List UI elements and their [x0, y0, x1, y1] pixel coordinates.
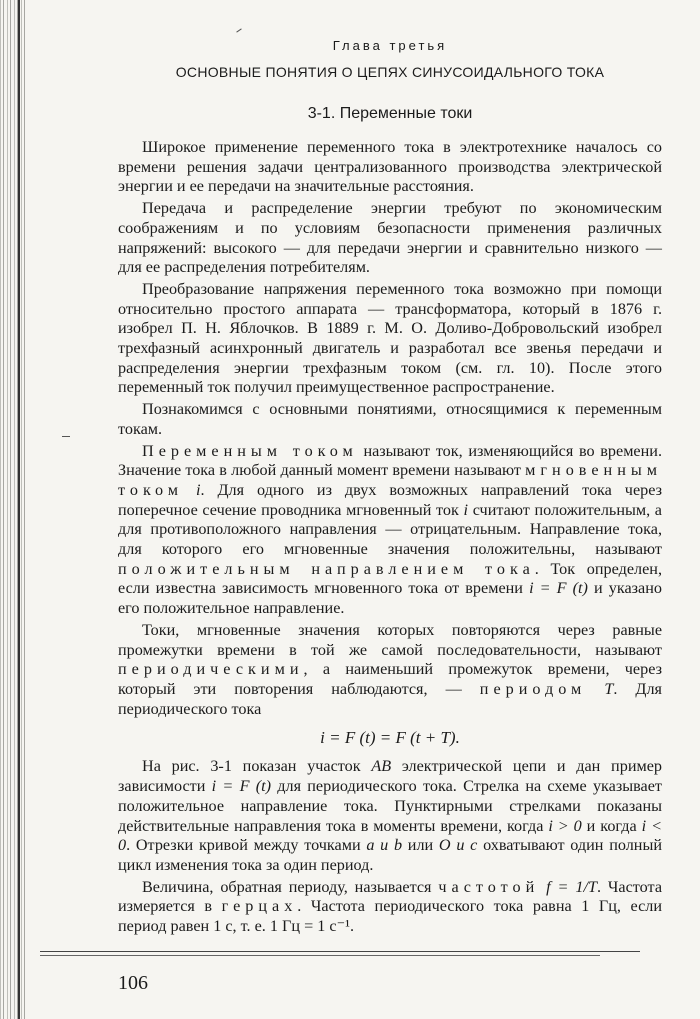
term-alternating-current: Переменным током: [142, 441, 358, 460]
paragraph-4: Познакомимся с основными понятиями, относящимися к переменным токам.: [118, 400, 662, 438]
paragraph-3: Преобразование напряжения переменного тока возможно при помощи относительно простого аппарата — трансформатора, который в 1876 г. изобрел П. Н. Яблочков. В 1889 г. М. О. Доливо-Добровольский изобрел трехфазный асинхронный двигатель и разработал все звенья передачи и распределения энергии трехфазным током (см. гл. 10). После этого переменный ток получил преимущественное распространение.: [118, 279, 662, 397]
scan-rule-line-2: [40, 955, 600, 956]
paragraph-1: Широкое применение переменного тока в электротехнике началось со времени решения задачи централизованного производства электрической энергии и ее передачи на значительные расстояния.: [118, 138, 662, 196]
paragraph-5: Переменным током называют ток, изменяющийся во времени. Значение тока в любой данный момент времени называют мгновенным током i. Для одного из двух возможных направлений тока через поперечное сечение проводника мгновенный ток i считают положительным, а для противоположного направления — отрицательным. Направление тока, для которого его мгновенные значения положительны, называют положительным направлением тока. Ток определен, если известна зависимость мгновенного тока от времени i = F (t) и указано его положительное направление.: [118, 441, 662, 618]
book-binding-edge: [0, 0, 26, 1019]
formula-periodic: i = F (t) = F (t + T).: [320, 728, 460, 748]
binding-line: [18, 0, 20, 1019]
section-title: 3-1. Переменные токи: [307, 105, 473, 122]
page-number: 106: [118, 972, 148, 994]
scan-rule-line: [40, 951, 640, 952]
term-period: периодом: [479, 679, 587, 698]
paragraph-8: Величина, обратная периоду, называется частотой f = 1/T. Частота измеряется в герцах. Частота периодического тока равна 1 Гц, если период равен 1 с, т. е. 1 Гц = 1 с⁻¹.: [118, 877, 662, 936]
book-page: [118, 0, 662, 1019]
term-positive-direction: положительным направлением тока: [118, 559, 535, 578]
margin-mark: [62, 436, 70, 437]
term-periodic: периодическими: [118, 660, 304, 679]
term-instantaneous-current: мгновенным током: [118, 461, 662, 499]
paragraph-6: Токи, мгновенные значения которых повторяются через равные промежутки времени в той же самой последовательности, называют периодическими, а наименьший промежуток времени, через который эти повторения наблюдаются, — периодом T. Для периодического тока: [118, 620, 662, 718]
paragraph-2: Передача и распределение энергии требуют по экономическим соображениям и по условиям безопасности применения различных напряжений: высокого — для передачи энергии и сравнительно низкого — для ее распределения потребителям.: [118, 199, 662, 277]
term-frequency: частотой: [438, 877, 540, 896]
body-text: [118, 138, 662, 939]
paragraph-7: На рис. 3-1 показан участок AB электрической цепи и дан пример зависимости i = F (t) для периодического тока. Стрелка на схеме указывает положительное направление тока. Пунктирными стрелками показаны действительные направления тока в моменты времени, когда i > 0 и когда i < 0. Отрезки кривой между точками a и b или O и c охватывают один полный цикл изменения тока за один период.: [118, 757, 663, 874]
chapter-title: ОСНОВНЫЕ ПОНЯТИЯ О ЦЕПЯХ СИНУСОИДАЛЬНОГО ТОКА: [175, 64, 605, 80]
chapter-label: Глава третья: [332, 38, 448, 53]
term-hertz: герцах: [221, 897, 298, 916]
